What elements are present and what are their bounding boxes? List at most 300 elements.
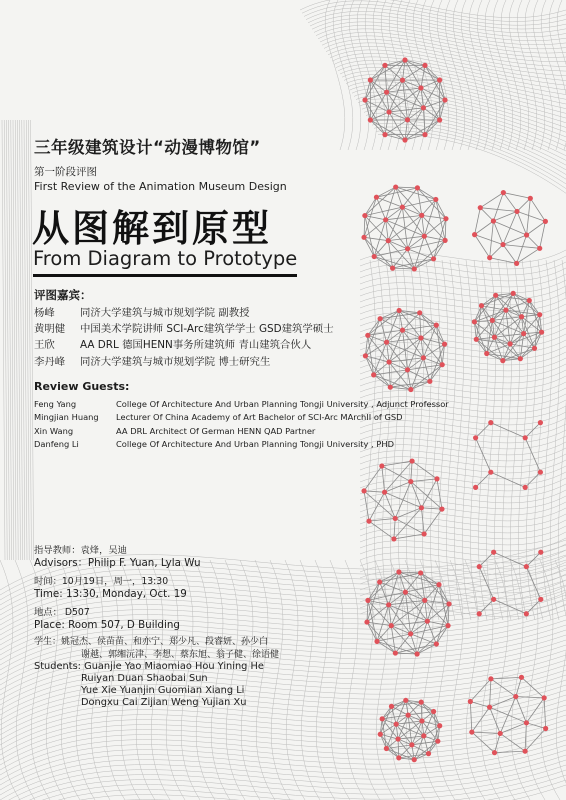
polyhedron-node: [384, 90, 389, 95]
guests-en-section: [34, 398, 449, 451]
polyhedron-node: [415, 185, 420, 190]
polyhedron-node: [543, 219, 548, 224]
students-en-line1: Guanjie Yao Miaomiao Hou Yining He: [84, 661, 264, 672]
polyhedron-node: [362, 213, 367, 218]
polyhedron-node: [425, 619, 430, 624]
polyhedron-node: [488, 420, 493, 425]
polyhedron-node: [384, 340, 389, 345]
place-cn: 地点： D507: [34, 607, 90, 618]
mesh-line: [325, 0, 345, 150]
polyhedron-node: [408, 631, 413, 636]
polyhedron-node: [440, 362, 445, 367]
mesh-line: [332, 53, 566, 85]
polyhedron-edge: [517, 198, 530, 211]
polyhedron-edge: [503, 193, 530, 199]
polyhedron-node: [478, 205, 483, 210]
polyhedron-node: [365, 598, 370, 603]
polyhedron-node: [406, 713, 411, 718]
polyhedron-node: [437, 723, 442, 728]
polyhedron-node: [492, 750, 497, 755]
time-en: Time: 13:30, Monday, Oct. 19: [34, 588, 187, 600]
polyhedron-diagram: [378, 698, 443, 763]
polyhedron-edge: [517, 235, 527, 263]
polyhedron-node: [434, 323, 439, 328]
polyhedron-node: [368, 77, 373, 82]
polyhedron-edge: [516, 697, 544, 698]
polyhedron-node: [386, 602, 391, 607]
polyhedron-node: [363, 353, 368, 358]
polyhedron-edge: [472, 732, 500, 733]
guest-en-row: [34, 411, 449, 424]
polyhedron-node: [394, 722, 399, 727]
polyhedron-node: [524, 232, 529, 237]
polyhedron-edge: [479, 567, 493, 600]
polyhedron-edge: [480, 208, 493, 221]
polyhedron-node: [538, 420, 543, 425]
polyhedron-diagram: [364, 569, 451, 656]
advisors-block: [34, 544, 201, 570]
students-cn-line2: 谢越、郭缃沅津、李想、蔡东旭、翁子健、徐语健: [81, 649, 280, 660]
polyhedron-node: [382, 132, 387, 137]
polyhedron-edge: [370, 120, 405, 140]
polyhedron-edge: [544, 698, 545, 729]
polyhedron-edge: [527, 235, 540, 248]
polyhedron-node: [519, 675, 524, 680]
students-block: [34, 636, 279, 709]
polyhedron-node: [490, 318, 495, 323]
polyhedron-node: [386, 238, 391, 243]
mesh-line: [0, 750, 566, 800]
mesh-line: [0, 720, 566, 770]
polyhedron-node: [418, 85, 423, 90]
mesh-line: [360, 292, 566, 305]
polyhedron-edge: [525, 438, 540, 472]
mesh-line: [360, 538, 566, 551]
guest-row: [34, 305, 334, 321]
mesh-line: [557, 0, 566, 150]
mesh-line: [330, 50, 566, 81]
polyhedron-node: [418, 335, 423, 340]
polyhedron-edge: [423, 344, 444, 358]
guest-row: [34, 337, 334, 353]
headline-underline: [33, 274, 297, 277]
polyhedron-node: [396, 569, 401, 574]
polyhedron-edge: [540, 221, 546, 248]
mesh-line: [368, 116, 566, 169]
review-stage-cn: 第一阶段评图: [34, 166, 97, 178]
polyhedron-node: [379, 463, 384, 468]
polyhedron-edge: [490, 221, 494, 258]
polyhedron-node: [405, 117, 410, 122]
mesh-line: [360, 472, 566, 485]
guest-desc: 中国美术学院讲师 SCI-Arc建筑学学士 GSD建筑学硕士: [80, 323, 334, 336]
polyhedron-edge: [427, 585, 439, 622]
polyhedron-node: [426, 751, 431, 756]
polyhedron-node: [519, 314, 524, 319]
polyhedron-node: [421, 105, 426, 110]
time-block: [34, 575, 187, 601]
polyhedron-node: [419, 505, 424, 510]
polyhedron-edge: [389, 362, 390, 387]
polyhedron-node: [412, 757, 417, 762]
polyhedron-node: [409, 742, 414, 747]
guests-cn-section: [34, 287, 334, 370]
polyhedron-node: [405, 367, 410, 372]
polyhedron-edge: [365, 80, 370, 100]
polyhedron-node: [417, 310, 422, 315]
polyhedron-node: [419, 213, 424, 218]
polyhedron-node: [393, 650, 398, 655]
polyhedron-node: [422, 531, 427, 536]
polyhedron-edge: [421, 80, 440, 88]
polyhedron-node: [419, 700, 424, 705]
polyhedron-node: [507, 341, 512, 346]
students-en-line2: Ruiyan Duan Shaobai Sun: [81, 673, 208, 684]
polyhedron-node: [479, 303, 484, 308]
polyhedron-node: [477, 564, 482, 569]
polyhedron-node: [500, 358, 505, 363]
polyhedron-node: [364, 619, 369, 624]
polyhedron-edge: [424, 199, 435, 236]
guest-row: [34, 354, 334, 370]
place-block: [34, 606, 180, 632]
polyhedron-node: [498, 731, 503, 736]
polyhedron-node: [414, 651, 419, 656]
polyhedron-node: [518, 356, 523, 361]
mesh-line: [0, 740, 566, 790]
polyhedron-node: [436, 582, 441, 587]
polyhedron-node: [378, 732, 383, 737]
polyhedron-edge: [494, 552, 527, 566]
polyhedron-node: [386, 359, 391, 364]
polyhedron-edge: [377, 605, 389, 642]
mesh-line: [360, 286, 566, 299]
polyhedron-diagram: [472, 190, 548, 266]
polyhedron-edge: [493, 193, 503, 221]
polyhedron-node: [528, 196, 533, 201]
guest-en-name: Feng Yang: [34, 399, 77, 409]
guest-en-row: [34, 398, 449, 411]
polyhedron-node: [377, 579, 382, 584]
polyhedron-node: [445, 623, 450, 628]
polyhedron-edge: [398, 739, 399, 758]
polyhedron-node: [473, 435, 478, 440]
polyhedron-node: [538, 550, 543, 555]
mesh-line: [306, 8, 566, 29]
polyhedron-edge: [517, 248, 540, 263]
polyhedron-edge: [423, 358, 429, 382]
polyhedron-node: [472, 319, 477, 324]
polyhedron-node: [422, 598, 427, 603]
guest-desc: 同济大学建筑与城市规划学院 副教授: [80, 307, 250, 319]
polyhedron-edge: [364, 466, 382, 491]
polyhedron-node: [386, 109, 391, 114]
polyhedron-edge: [517, 211, 545, 221]
polyhedron-node: [403, 590, 408, 595]
polyhedron-edge: [405, 120, 440, 140]
polyhedron-edge: [408, 249, 434, 259]
polyhedron-node: [477, 611, 482, 616]
polyhedron-node: [400, 328, 405, 333]
polyhedron-node: [473, 485, 478, 490]
polyhedron-node: [389, 704, 394, 709]
mesh-line: [469, 0, 489, 150]
mesh-line: [360, 490, 566, 503]
polyhedron-node: [372, 254, 377, 259]
polyhedron-node: [383, 217, 388, 222]
guest-desc: AA DRL 德国HENN事务所建筑师 青山建筑合伙人: [80, 339, 312, 352]
time-cn: 时间：10月19日，周一，13:30: [34, 576, 169, 587]
polyhedron-node: [537, 312, 542, 317]
mesh-line: [525, 0, 545, 150]
mesh-line: [360, 280, 566, 293]
mesh-line: [517, 0, 537, 150]
polyhedron-node: [491, 550, 496, 555]
polyhedron-node: [538, 470, 543, 475]
polyhedron-node: [442, 97, 447, 102]
polyhedron-node: [366, 519, 371, 524]
guest-en-desc: College Of Architecture And Urban Planning Tongji University , Adjunct Professor: [116, 399, 449, 409]
polyhedron-node: [523, 485, 528, 490]
polyhedron-node: [433, 197, 438, 202]
mesh-line: [360, 532, 566, 545]
polyhedron-node: [521, 331, 526, 336]
course-title: 三年级建筑设计“动漫博物馆”: [34, 138, 261, 157]
polyhedron-edge: [526, 552, 540, 566]
mesh-line: [550, 260, 559, 620]
polyhedron-edge: [364, 237, 388, 240]
mesh-line: [501, 0, 521, 150]
polyhedron-edge: [526, 698, 544, 723]
polyhedron-node: [503, 308, 508, 313]
polyhedron-node: [382, 63, 387, 68]
polyhedron-node: [374, 639, 379, 644]
students-en-label: Students:: [34, 661, 81, 672]
polyhedron-node: [539, 330, 544, 335]
polyhedron-node: [437, 117, 442, 122]
polyhedron-diagram: [477, 550, 544, 617]
guests-en-label: Review Guests:: [34, 380, 130, 393]
advisors-cn: 指导教师：袁烽，吴迪: [34, 545, 127, 556]
mesh-line: [405, 0, 425, 150]
polyhedron-node: [514, 261, 519, 266]
polyhedron-node: [524, 611, 529, 616]
polyhedron-node: [361, 235, 366, 240]
polyhedron-edge: [500, 733, 525, 751]
polyhedron-edge: [420, 313, 421, 338]
polyhedron-node: [537, 246, 542, 251]
polyhedron-node: [374, 195, 379, 200]
guest-name: 黄明健: [34, 323, 66, 336]
polyhedron-node: [362, 97, 367, 102]
polyhedron-node: [431, 709, 436, 714]
polyhedron-node: [524, 564, 529, 569]
mesh-line: [315, 560, 335, 800]
mesh-line: [461, 0, 481, 150]
polyhedron-node: [405, 246, 410, 251]
polyhedron-edge: [476, 438, 491, 472]
polyhedron-node: [527, 298, 532, 303]
polyhedron-edge: [490, 679, 491, 707]
polyhedron-edge: [503, 245, 540, 249]
mesh-line: [366, 113, 566, 165]
polyhedron-edge: [412, 745, 429, 754]
polyhedron-node: [500, 242, 505, 247]
polyhedron-node: [511, 291, 516, 296]
polyhedron-node: [378, 316, 383, 321]
polyhedron-node: [400, 205, 405, 210]
polyhedron-edge: [480, 193, 503, 208]
polyhedron-node: [391, 536, 396, 541]
guest-en-row: [34, 425, 449, 438]
polyhedron-edge: [525, 728, 546, 751]
polyhedron-diagram: [468, 675, 549, 756]
polyhedron-node: [402, 57, 407, 62]
polyhedron-edge: [495, 751, 526, 752]
polyhedron-node: [389, 623, 394, 628]
polyhedron-node: [393, 516, 398, 521]
polyhedron-edge: [472, 707, 490, 732]
polyhedron-edge: [527, 198, 531, 235]
polyhedron-node: [439, 506, 444, 511]
polyhedron-edge: [422, 215, 446, 218]
guest-en-desc: Lecturer Of China Academy of Art Bachelor of SCI-Arc MArchII of GSD: [116, 412, 403, 423]
polyhedron-node: [435, 739, 440, 744]
polyhedron-node: [488, 676, 493, 681]
mesh-line: [360, 274, 566, 287]
polyhedron-node: [418, 570, 423, 575]
polyhedron-node: [434, 641, 439, 646]
polyhedron-edge: [424, 736, 429, 754]
students-cn-line1: 学生：姚冠杰、侯苗苗、和亦宁、郑少凡、段睿妍、孙少白: [34, 637, 269, 647]
polyhedron-diagram: [361, 184, 448, 271]
guest-en-name: Mingjian Huang: [34, 412, 99, 423]
polyhedron-edge: [475, 235, 503, 245]
place-en: Place: Room 507, D Building: [34, 619, 180, 631]
polyhedron-edge: [526, 723, 545, 729]
polyhedron-node: [403, 698, 408, 703]
guest-row: [34, 321, 334, 337]
students-en-line3: Yue Xie Yuanjin Guomian Xiang Li: [81, 685, 245, 696]
polyhedron-node: [437, 77, 442, 82]
polyhedron-node: [538, 597, 543, 602]
polyhedron-node: [513, 694, 518, 699]
polyhedron-node: [368, 117, 373, 122]
mesh-line: [0, 780, 566, 800]
polyhedron-node: [442, 342, 447, 347]
polyhedron-node: [393, 184, 398, 189]
polyhedron-node: [474, 337, 479, 342]
polyhedron-node: [491, 597, 496, 602]
polyhedron-node: [472, 232, 477, 237]
polyhedron-node: [493, 293, 498, 298]
polyhedron-node: [361, 488, 366, 493]
polyhedron-node: [388, 385, 393, 390]
mesh-line: [555, 560, 566, 800]
mesh-line: [0, 765, 566, 800]
polyhedron-edge: [476, 337, 494, 339]
polyhedron-node: [487, 255, 492, 260]
polyhedron-node: [371, 372, 376, 377]
guest-en-name: Xin Wang: [34, 425, 74, 436]
polyhedron-edge: [376, 197, 402, 207]
headline-en: From Diagram to Prototype: [33, 247, 298, 270]
polyhedron-edge: [479, 599, 493, 613]
polyhedron-node: [443, 216, 448, 221]
polyhedron-node: [422, 63, 427, 68]
polyhedron-node: [400, 78, 405, 83]
polyhedron-node: [543, 726, 548, 731]
advisors-en: Advisors：Philip F. Yuan, Lyla Wu: [34, 557, 201, 569]
polyhedron-node: [384, 746, 389, 751]
guest-en-name: Danfeng Li: [34, 438, 79, 449]
polyhedron-node: [532, 346, 537, 351]
polyhedron-node: [421, 733, 426, 738]
polyhedron-edge: [526, 599, 540, 613]
polyhedron-node: [421, 355, 426, 360]
guest-name: 杨峰: [34, 307, 55, 319]
polyhedron-node: [419, 718, 424, 723]
mesh-line: [346, 78, 566, 118]
polyhedron-edge: [396, 187, 403, 207]
polyhedron-edge: [525, 472, 540, 487]
polyhedron-node: [469, 729, 474, 734]
polyhedron-node: [524, 720, 529, 725]
polyhedron-node: [408, 387, 413, 392]
review-stage-en: First Review of the Animation Museum Design: [34, 180, 287, 193]
mesh-line: [0, 735, 566, 785]
mesh-line: [454, 260, 463, 620]
polyhedron-edge: [380, 734, 398, 739]
polyhedron-node: [380, 716, 385, 721]
polyhedron-node: [468, 699, 473, 704]
polyhedron-node: [434, 476, 439, 481]
polyhedron-node: [446, 601, 451, 606]
polyhedron-node: [427, 379, 432, 384]
polyhedron-edge: [475, 235, 490, 258]
polyhedron-node: [443, 238, 448, 243]
polyhedron-node: [422, 234, 427, 239]
polyhedron-edge: [480, 208, 517, 212]
polyhedron-node: [522, 749, 527, 754]
polyhedron-node: [491, 218, 496, 223]
polyhedron-node: [408, 479, 413, 484]
polyhedron-edge: [411, 461, 412, 482]
polyhedron-node: [402, 137, 407, 142]
polyhedron-node: [488, 470, 493, 475]
polyhedron-node: [365, 333, 370, 338]
polyhedron-node: [431, 256, 436, 261]
polyhedron-node: [514, 209, 519, 214]
polyhedron-node: [523, 435, 528, 440]
polyhedron-node: [492, 335, 497, 340]
polyhedron-node: [396, 755, 401, 760]
polyhedron-edge: [364, 491, 369, 521]
polyhedron-node: [542, 695, 547, 700]
polyhedron-node: [412, 266, 417, 271]
headline-cn: 从图解到原型: [32, 207, 272, 250]
polyhedron-node: [395, 736, 400, 741]
mesh-line: [525, 560, 545, 800]
polyhedron-node: [422, 132, 427, 137]
guest-en-desc: AA DRL Architect Of German HENN QAD Partner: [116, 425, 316, 436]
polyhedron-node: [487, 705, 492, 710]
guest-name: 王欣: [34, 339, 55, 352]
polyhedron-node: [390, 266, 395, 271]
students-en-line4: Dongxu Cai Zijian Weng Yujian Xu: [81, 697, 247, 708]
guest-name: 李丹峰: [34, 355, 66, 368]
guest-en-desc: College Of Architecture And Urban Planning Tongji University , PHD: [116, 438, 394, 449]
